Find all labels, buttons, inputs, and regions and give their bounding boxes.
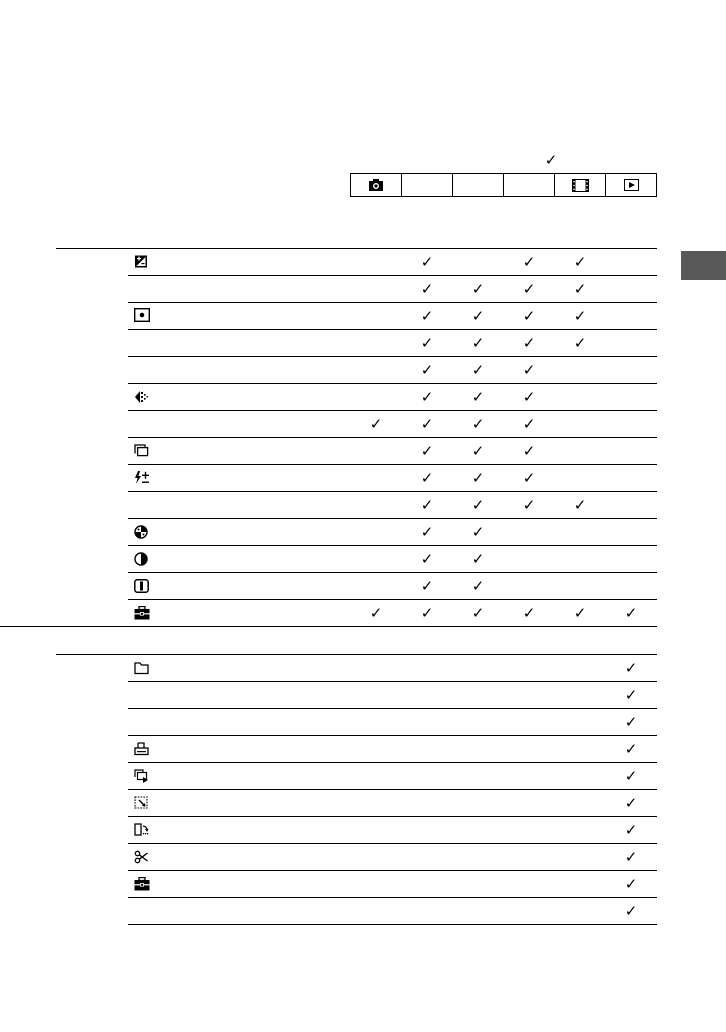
mode-playback [605,173,657,197]
color-mode-icon [134,525,150,539]
shooting-check-mark: ✓ [420,469,434,487]
playback-icon [624,179,639,191]
row-divider [128,789,657,790]
mode-movie [554,173,606,197]
row-divider [128,437,657,438]
resize-icon [134,796,150,810]
iso-icon [134,390,150,404]
viewing-check-mark: ✓ [624,713,638,731]
shooting-check-mark: ✓ [420,388,434,406]
shooting-check-mark: ✓ [471,550,485,568]
row-divider [128,545,657,546]
shooting-check-mark: ✓ [522,253,536,271]
shooting-check-mark: ✓ [420,253,434,271]
shooting-check-mark: ✓ [420,307,434,325]
folder-icon [134,661,150,675]
row-divider [128,735,657,736]
row-divider [128,870,657,871]
shooting-check-mark: ✓ [522,280,536,298]
viewing-check-mark: ✓ [624,902,638,920]
shooting-check-mark: ✓ [624,604,638,622]
shooting-check-mark: ✓ [522,334,536,352]
shooting-check-mark: ✓ [522,361,536,379]
mode-column-3 [452,173,504,197]
shooting-check-mark: ✓ [420,523,434,541]
shooting-check-mark: ✓ [420,280,434,298]
viewing-check-mark: ✓ [624,794,638,812]
row-divider [128,708,657,709]
row-divider [128,681,657,682]
rotate-icon [134,823,150,837]
shooting-check-mark: ✓ [573,334,587,352]
shooting-check-mark: ✓ [420,496,434,514]
shooting-check-mark: ✓ [573,280,587,298]
movie-film-icon [572,179,589,192]
viewing-check-mark: ✓ [624,875,638,893]
viewing-section-bottom-rule [128,924,657,925]
shooting-check-mark: ✓ [471,577,485,595]
mode-still-camera [350,173,402,197]
shooting-check-mark: ✓ [420,442,434,460]
shooting-check-mark: ✓ [420,361,434,379]
row-divider [128,518,657,519]
shooting-check-mark: ✓ [522,496,536,514]
sharpness-icon [134,579,150,593]
shooting-check-mark: ✓ [420,415,434,433]
mode-column-4 [503,173,555,197]
shooting-section-top-rule [56,248,657,249]
flash-level-icon [134,471,150,485]
mode-column-2 [401,173,453,197]
shooting-check-mark: ✓ [522,307,536,325]
setup-toolbox-icon [134,877,150,891]
row-divider [128,302,657,303]
shooting-section-bottom-rule [0,626,657,627]
shooting-check-mark: ✓ [471,415,485,433]
row-divider [128,329,657,330]
burst-icon [134,444,150,458]
row-divider [128,762,657,763]
legend-check-icon: ✓ [544,151,558,169]
row-divider [128,410,657,411]
shooting-check-mark: ✓ [573,253,587,271]
shooting-check-mark: ✓ [522,388,536,406]
row-divider [128,572,657,573]
divide-scissors-icon [134,850,150,864]
shooting-check-mark: ✓ [420,577,434,595]
row-divider [128,464,657,465]
shooting-check-mark: ✓ [573,496,587,514]
row-divider [128,491,657,492]
row-divider [128,816,657,817]
shooting-check-mark: ✓ [522,604,536,622]
shooting-check-mark: ✓ [471,604,485,622]
viewing-check-mark: ✓ [624,659,638,677]
viewing-check-mark: ✓ [624,686,638,704]
shooting-check-mark: ✓ [369,604,383,622]
print-icon [134,742,150,756]
viewing-check-mark: ✓ [624,848,638,866]
shooting-check-mark: ✓ [420,550,434,568]
shooting-check-mark: ✓ [420,334,434,352]
shooting-check-mark: ✓ [471,523,485,541]
spot-metering-icon [134,308,150,322]
shooting-check-mark: ✓ [573,307,587,325]
exposure-icon [134,255,150,269]
section-index-tab [681,251,726,280]
row-divider [128,599,657,600]
shooting-check-mark: ✓ [471,388,485,406]
shooting-check-mark: ✓ [471,280,485,298]
shooting-check-mark: ✓ [573,604,587,622]
shooting-check-mark: ✓ [471,334,485,352]
shooting-check-mark: ✓ [369,415,383,433]
row-divider [128,356,657,357]
contrast-icon [134,552,150,566]
viewing-check-mark: ✓ [624,767,638,785]
camera-icon [369,179,383,191]
shooting-check-mark: ✓ [471,469,485,487]
row-divider [128,897,657,898]
viewing-check-mark: ✓ [624,740,638,758]
viewing-section-top-rule [56,654,657,655]
shooting-check-mark: ✓ [471,361,485,379]
viewing-check-mark: ✓ [624,821,638,839]
shooting-check-mark: ✓ [522,442,536,460]
row-divider [128,383,657,384]
shooting-check-mark: ✓ [471,442,485,460]
shooting-check-mark: ✓ [522,469,536,487]
shooting-check-mark: ✓ [522,415,536,433]
slideshow-icon [134,769,150,783]
row-divider [128,843,657,844]
row-divider [128,275,657,276]
shooting-check-mark: ✓ [420,604,434,622]
shooting-check-mark: ✓ [471,496,485,514]
shooting-check-mark: ✓ [471,307,485,325]
setup-toolbox-icon [134,606,150,620]
